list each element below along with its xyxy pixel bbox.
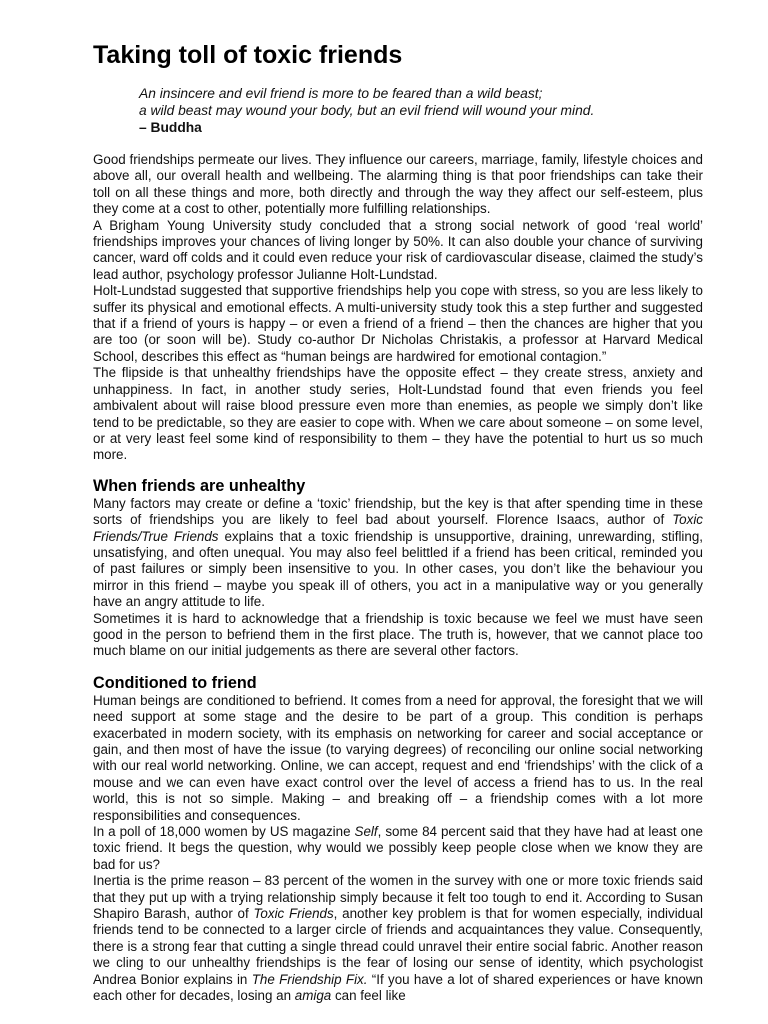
book-title: Toxic Friends [253,906,334,922]
quote-line-2: a wild beast may wound your body, but an evil friend will wound your mind. [139,103,595,118]
paragraph: Inertia is the prime reason – 83 percent of the women in the survey with one or more toxic friends said that they put up with a trying relationship simply because it felt too tough to end it. According to Susan Shapiro Barash, author of Toxic Friends, another key problem is that for women especially, individual friends tend to be connected to a larger circle of friends and acquaintances they value. Consequently, there is a strong fear that cutting a single thread could unravel their entire social fabric. Another reason we cling to our unhealthy friendships is the fear of losing our sense of identity, which psychologist Andrea Bonior explains in The Friendship Fix. “If you have a lot of shared experiences or have known each other for decades, losing an amiga can feel like [93,873,703,1004]
quote-line-1: An insincere and evil friend is more to be feared than a wild beast; [139,86,543,101]
paragraph: Many factors may create or define a ‘toxic’ friendship, but the key is that after spending time in these sorts of friendships you are likely to feel bad about yourself. Florence Isaacs, author of Toxic Friends/True Friends explains that a toxic friendship is unsupportive, draining, unrewarding, stifling, unsatisfying, and often unequal. You may also feel belittled if a friend has been critical, reminded you of past failures or simply been insensitive to you. In other cases, you don’t like the behaviour you mirror in this friend – maybe you speak ill of others, you act in a manipulative way or you generally have an angry attitude to life. [93,495,704,610]
article-title: Taking toll of toxic friends [93,41,403,69]
paragraph: A Brigham Young University study concluded that a strong social network of good ‘real world’ friendships improves your chances of living longer by 50%. It can also double your chance of surviving cancer, ward off colds and it could even reduce your risk of cardiovascular disease, claimed the study’s lead author, psychology professor Julianne Holt-Lundstad. [93,217,703,282]
quote-attribution: – Buddha [139,120,202,135]
paragraph: The flipside is that unhealthy friendships have the opposite effect – they create stress, anxiety and unhappiness. In fact, in another study series, Holt-Lundstad found that even friends you feel ambivalent about will raise blood pressure even more than enemies, as people we simply don’t like tend to be predictable, so they are easier to cope with. When we care about someone – on some level, or at very least feel some kind of responsibility to them – they have the potential to hurt us so much more. [93,365,703,463]
epigraph-quote [139,85,703,136]
foreign-word: amiga [294,988,332,1004]
article-body [93,152,703,1005]
paragraph: In a poll of 18,000 women by US magazine Self, some 84 percent said that they have had at least one toxic friend. It begs the question, why would we possibly keep people close when we know they are bad for us? [93,824,703,872]
paragraph: Sometimes it is hard to acknowledge that a friendship is toxic because we feel we must have seen good in the person to befriend them in the first place. The truth is, however, that we cannot place too much blame on our initial judgements as there are several other factors. [93,610,703,659]
magazine-title: Self [354,824,378,840]
book-title: Toxic Friends/True Friends [93,512,703,544]
document-page [93,40,703,1005]
paragraph: Good friendships permeate our lives. They influence our careers, marriage, family, lifestyle choices and above all, our overall health and wellbeing. The alarming thing is that poor friendships can take their toll on all these things and more, both directly and through the way they affect our self-esteem, plus they come at a cost to other, potentially more fulfilling relationships. [93,152,703,217]
book-title: The Friendship Fix. [251,971,368,987]
paragraph: Human beings are conditioned to befriend. It comes from a need for approval, the foresight that we will need support at some stage and the desire to be part of a group. This condition is perhaps exacerbated in modern society, with its emphasis on networking for career and social acceptance or gain, and then most of have the issue (to varying degrees) of reconciling our online social networking with our real world networking. Online, we can accept, request and end ‘friendships’ with the click of a mouse and we can even have exact control over the level of access a friend has to us. In the real world, this is not so simple. Making – and breaking off – a friendship comes with a lot more responsibilities and consequences. [93,692,703,823]
paragraph: Holt-Lundstad suggested that supportive friendships help you cope with stress, so you are less likely to suffer its physical and emotional effects. A multi-university study took this a step further and suggested that if a friend of yours is happy – or even a friend of a friend – then the chances are higher that you are too (or soon will be). Study co-author Dr Nicholas Christakis, a professor at Harvard Medical School, describes this effect as “human beings are hardwired for emotional contagion.” [93,283,703,364]
section-heading-unhealthy: When friends are unhealthy [93,476,306,495]
section-heading-conditioned: Conditioned to friend [93,673,257,692]
